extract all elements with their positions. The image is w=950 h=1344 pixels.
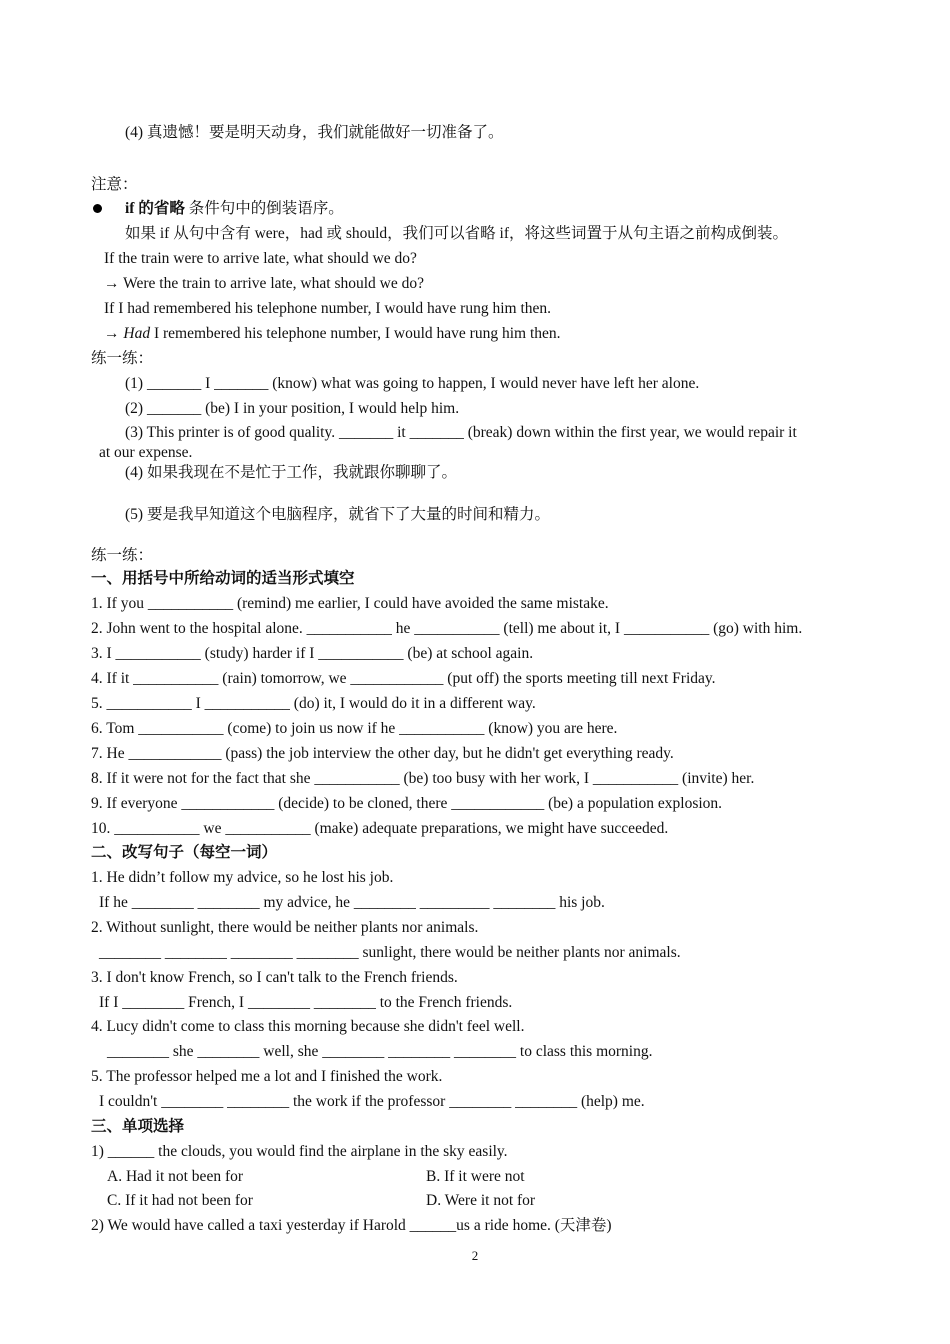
practice-1-item: (2) _______ (be) I in your position, I would help him. (125, 400, 460, 417)
question-1: 1) ______ the clouds, you would find the airplane in the sky easily. (91, 1143, 508, 1160)
note-example-2-rest: I remembered his telephone number, I would have rung him then. (150, 325, 561, 342)
practice-1-label: 练一练： (91, 350, 154, 367)
section-2-item: 2. Without sunlight, there would be neither plants nor animals. (91, 919, 479, 936)
section-2-item: 3. I don't know French, so I can't talk to the French friends. (91, 969, 458, 986)
section-2-item: 1. He didn’t follow my advice, so he lost his job. (91, 869, 394, 886)
note-example-1: If the train were to arrive late, what should we do? (104, 250, 417, 267)
section-1-item: 1. If you ___________ (remind) me earlier, I could have avoided the same mistake. (91, 595, 609, 612)
bullet-icon (93, 204, 102, 213)
section-2-rewrite: I couldn't ________ ________ the work if the professor ________ ________ (help) me. (99, 1093, 645, 1110)
section-1-item: 6. Tom ___________ (come) to join us now if he ___________ (know) you are here. (91, 720, 618, 737)
practice-2-label: 练一练： (91, 547, 154, 564)
section-1-item: 4. If it ___________ (rain) tomorrow, we ____________ (put off) the sports meeting till next Friday. (91, 670, 716, 687)
section-1-item: 2. John went to the hospital alone. ___________ he ___________ (tell) me about it, I ___________ (go) with him. (91, 620, 803, 637)
section-1-item: 7. He ____________ (pass) the job interview the other day, but he didn't get everything ready. (91, 745, 674, 762)
note-bullet-bold: if 的省略 (125, 200, 185, 217)
note-label: 注意： (91, 176, 138, 193)
note-example-2: If I had remembered his telephone number, I would have rung him then. (104, 300, 552, 317)
section-2-rewrite: ________ ________ ________ ________ sunlight, there would be neither plants nor animals. (99, 944, 681, 961)
section-2-rewrite: If he ________ ________ my advice, he ________ _________ ________ his job. (99, 894, 605, 911)
practice-1-item: (1) _______ I _______ (know) what was going to happen, I would never have left her alone. (125, 375, 700, 392)
page-number: 2 (471, 1248, 479, 1263)
header-item-4: (4) 真遗憾！要是明天动身，我们就能做好一切准备了。 (125, 124, 504, 141)
arrow-icon: → (104, 325, 124, 342)
practice-1-item: (4) 如果我现在不是忙于工作，我就跟你聊聊了。 (125, 464, 457, 481)
practice-1-item: (5) 要是我早知道这个电脑程序，就省下了大量的时间和精力。 (125, 506, 550, 523)
note-had-italic: Had (123, 325, 151, 342)
note-explanation: 如果 if 从句中含有 were，had 或 should，我们可以省略 if，将这些词置于从句主语之前构成倒装。 (125, 225, 789, 242)
section-2-rewrite: If I ________ French, I ________ ________ to the French friends. (99, 994, 513, 1011)
note-bullet-line (125, 199, 344, 219)
question-1-option-d: D. Were it not for (426, 1192, 536, 1209)
note-example-2-inverted (104, 324, 561, 344)
section-1-item: 10. ___________ we ___________ (make) adequate preparations, we might have succeeded. (91, 820, 669, 837)
section-2-item: 4. Lucy didn't come to class this morning because she didn't feel well. (91, 1018, 525, 1035)
question-1-option-a: A. Had it not been for (107, 1168, 244, 1185)
section-3-title: 三、单项选择 (91, 1118, 185, 1135)
practice-1-item-continued: at our expense. (99, 444, 193, 461)
question-1-option-b: B. If it were not (426, 1168, 525, 1185)
question-2: 2) We would have called a taxi yesterday if Harold ______us a ride home. (天津卷) (91, 1217, 612, 1234)
note-example-1-inverted: → Were the train to arrive late, what should we do? (104, 275, 424, 292)
section-1-title: 一、用括号中所给动词的适当形式填空 (91, 570, 355, 587)
section-1-item: 8. If it were not for the fact that she ___________ (be) too busy with her work, I ___________ (invite) her. (91, 770, 755, 787)
section-2-item: 5. The professor helped me a lot and I finished the work. (91, 1068, 443, 1085)
question-1-option-c: C. If it had not been for (107, 1192, 253, 1209)
section-2-title: 二、改写句子（每空一词） (91, 844, 278, 861)
section-2-rewrite: ________ she ________ well, she ________ ________ ________ to class this morning. (107, 1043, 653, 1060)
practice-1-item: (3) This printer is of good quality. _______ it _______ (break) down within the first year, we would repair it (125, 424, 797, 441)
section-1-item: 3. I ___________ (study) harder if I ___________ (be) at school again. (91, 645, 534, 662)
section-1-item: 9. If everyone ____________ (decide) to be cloned, there ____________ (be) a population explosion. (91, 795, 723, 812)
section-1-item: 5. ___________ I ___________ (do) it, I would do it in a different way. (91, 695, 536, 712)
note-bullet-rest: 条件句中的倒装语序。 (184, 200, 344, 217)
